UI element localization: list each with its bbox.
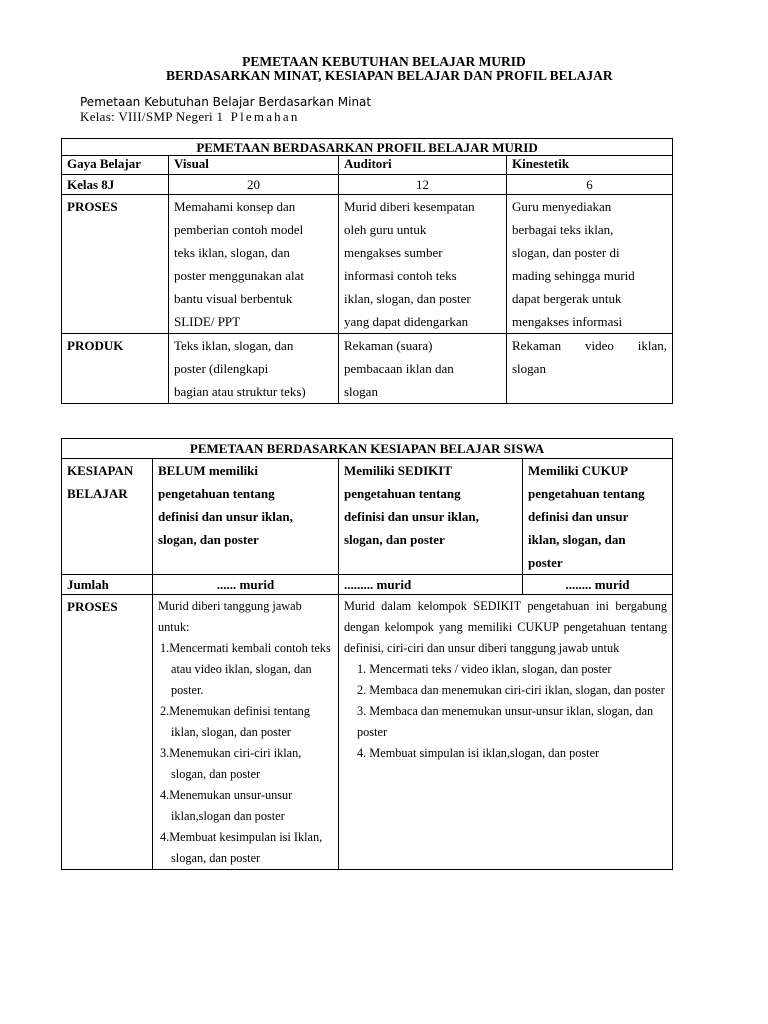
jumlah-cukup: ........ murid — [523, 575, 673, 595]
proses-right-intro: Murid dalam kelompok SEDIKIT pengetahuan ini bergabung dengan kelompok yang memiliki CUKUP pengetahuan tentang definisi, ciri-ciri dan unsur diberi tanggung jawab untuk — [344, 599, 667, 655]
cell-line: Teks iklan, slogan, dan — [174, 338, 294, 353]
cell-line: pengetahuan tentang — [344, 486, 461, 501]
cell-line: mading sehingga murid — [512, 268, 635, 283]
cell-line: bantu visual berbentuk — [174, 291, 293, 306]
cell-line: BELUM memiliki — [158, 463, 259, 478]
row-label-proses: PROSES — [62, 195, 169, 334]
cell-line: mengakses sumber — [344, 245, 443, 260]
cell-line: slogan, dan poster — [344, 532, 445, 547]
cell-line: yang dapat didengarkan — [344, 314, 469, 329]
label-line: BELAJAR — [67, 486, 128, 501]
profil-belajar-table — [61, 138, 673, 404]
kesiapan-belajar-table — [61, 438, 673, 870]
row-label-produk: PRODUK — [62, 334, 169, 404]
col-header-auditori: Auditori — [339, 156, 507, 175]
row-label-proses-kesiapan: PROSES — [62, 595, 153, 870]
level-cukup-cell — [523, 459, 673, 575]
level-belum-cell — [153, 459, 339, 575]
proses-auditori-cell — [339, 195, 507, 334]
proses-belum-cell — [153, 595, 339, 870]
cell-line: definisi dan unsur iklan, — [158, 509, 293, 524]
produk-visual-cell — [169, 334, 339, 404]
col-header-kinestetik: Kinestetik — [507, 156, 673, 175]
count-visual: 20 — [169, 175, 339, 195]
cell-line: poster (dilengkapi — [174, 361, 269, 376]
cell-line: definisi dan unsur — [528, 509, 629, 524]
count-kinestetik: 6 — [507, 175, 673, 195]
cell-line: pengetahuan tentang — [158, 486, 275, 501]
list-item: 4. Membuat simpulan isi iklan,slogan, dan poster — [357, 746, 600, 760]
jumlah-sedikit: ......... murid — [339, 575, 523, 595]
cell-line: Rekaman (suara) — [344, 338, 433, 353]
proses-left-intro: Murid diberi tanggung jawab untuk: — [158, 599, 302, 634]
document-title-line2: BERDASARKAN MINAT, KESIAPAN BELAJAR DAN PROFIL BELAJAR — [166, 68, 613, 83]
cell-line: iklan, slogan, dan poster — [344, 291, 471, 306]
produk-kinestetik-cell — [507, 334, 673, 404]
cell-line: iklan, slogan, dan — [528, 532, 626, 547]
cell-line: pengetahuan tentang — [528, 486, 645, 501]
cell-line: Memiliki SEDIKIT — [344, 463, 452, 478]
list-item: 2.Menemukan definisi tentang iklan, slogan, dan poster — [160, 704, 310, 739]
list-item: 3. Membaca dan menemukan unsur-unsur iklan, slogan, dan poster — [357, 704, 654, 739]
document-title-line1: PEMETAAN KEBUTUHAN BELAJAR MURID — [242, 54, 526, 69]
class-info — [80, 109, 300, 125]
col-header-gaya-belajar: Gaya Belajar — [62, 156, 169, 175]
cell-line: slogan, dan poster di — [512, 245, 620, 260]
section-subtitle: Pemetaan Kebutuhan Belajar Berdasarkan Minat — [80, 95, 372, 109]
cell-line: SLIDE/ PPT — [174, 314, 241, 329]
cell-line: slogan — [344, 384, 378, 399]
proses-left-list — [158, 638, 333, 869]
cell-line: definisi dan unsur iklan, — [344, 509, 479, 524]
cell-line: berbagai teks iklan, — [512, 222, 614, 237]
cell-line: dapat bergerak untuk — [512, 291, 622, 306]
row-label-kesiapan — [62, 459, 153, 575]
list-item: 1. Mencermati teks / video iklan, slogan, dan poster — [357, 662, 612, 676]
cell-line: slogan — [512, 361, 546, 376]
count-auditori: 12 — [339, 175, 507, 195]
list-item: 4.Membuat kesimpulan isi Iklan, slogan, dan poster — [160, 830, 323, 865]
cell-line: Memahami konsep dan — [174, 199, 296, 214]
proses-kinestetik-cell — [507, 195, 673, 334]
cell-line: Guru menyediakan — [512, 199, 612, 214]
profil-table-title: PEMETAAN BERDASARKAN PROFIL BELAJAR MURID — [62, 139, 673, 156]
label-line: KESIAPAN — [67, 463, 134, 478]
row-label-kelas: Kelas 8J — [62, 175, 169, 195]
cell-line: Rekaman video iklan, — [512, 338, 668, 353]
jumlah-belum: ...... murid — [153, 575, 339, 595]
proses-sedikit-cukup-cell — [339, 595, 673, 870]
class-info-prefix: Kelas: VIII/SMP Negeri — [80, 109, 217, 124]
produk-auditori-cell — [339, 334, 507, 404]
cell-line: informasi contoh teks — [344, 268, 457, 283]
kesiapan-table-title: PEMETAAN BERDASARKAN KESIAPAN BELAJAR SISWA — [62, 439, 673, 459]
list-item: 2. Membaca dan menemukan ciri-ciri iklan, slogan, dan poster — [357, 683, 665, 697]
list-item: 4.Menemukan unsur-unsur iklan,slogan dan poster — [160, 788, 293, 823]
cell-line: poster — [528, 555, 563, 570]
list-item: 3.Menemukan ciri-ciri iklan, slogan, dan poster — [160, 746, 302, 781]
cell-line: slogan, dan poster — [158, 532, 259, 547]
cell-line: pemberian contoh model — [174, 222, 304, 237]
row-label-jumlah: Jumlah — [62, 575, 153, 595]
cell-line: mengakses informasi — [512, 314, 623, 329]
proses-right-list — [344, 659, 667, 764]
class-info-school: 1 Plemahan — [216, 109, 300, 124]
cell-line: teks iklan, slogan, dan — [174, 245, 290, 260]
cell-line: pembacaan iklan dan — [344, 361, 454, 376]
cell-line: bagian atau struktur teks) — [174, 384, 306, 399]
cell-line: Memiliki CUKUP — [528, 463, 629, 478]
cell-line: oleh guru untuk — [344, 222, 427, 237]
cell-line: poster menggunakan alat — [174, 268, 304, 283]
col-header-visual: Visual — [169, 156, 339, 175]
proses-visual-cell — [169, 195, 339, 334]
cell-line: Murid diberi kesempatan — [344, 199, 475, 214]
level-sedikit-cell — [339, 459, 523, 575]
list-item: 1.Mencermati kembali contoh teks atau video iklan, slogan, dan poster. — [160, 641, 331, 697]
